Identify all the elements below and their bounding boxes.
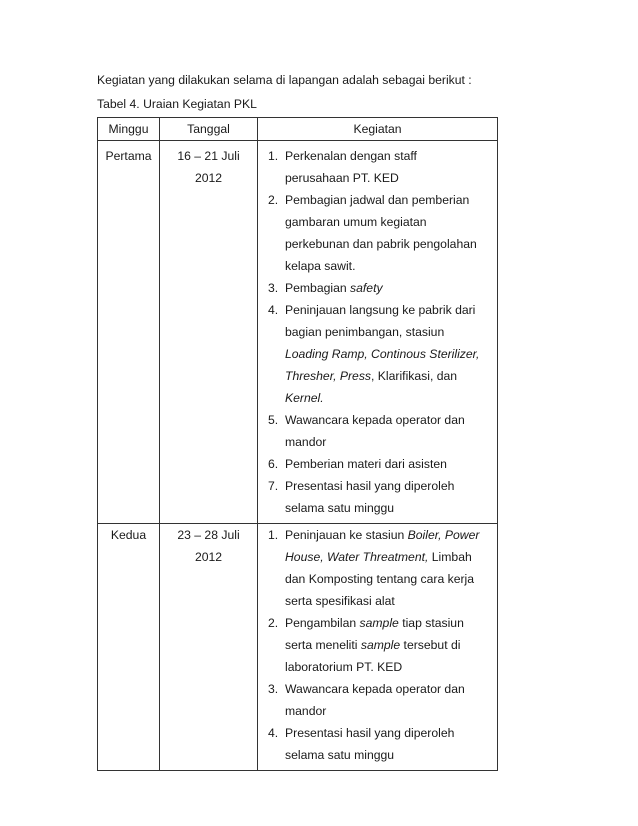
list-number: 3. [268,281,279,295]
week-label: Pertama [105,149,152,163]
italic-term: sample [360,638,401,652]
list-number: 1. [268,149,279,163]
date-line: 2012 [194,550,223,564]
text-line [285,744,491,766]
text-segment: Pembagian [285,281,351,295]
text-line [285,568,491,590]
list-item [268,409,491,453]
list-item [268,678,491,722]
header-kegiatan: Kegiatan [258,118,498,141]
activity-table [97,117,498,771]
list-item [268,299,491,409]
text-line [285,145,491,167]
text-line [285,211,491,233]
text-line [285,387,491,409]
text-segment: selama satu minggu [285,748,395,762]
header-minggu: Minggu [98,118,160,141]
table-header-row [98,118,498,141]
text-line [285,634,491,656]
text-segment: Perkenalan dengan staff [285,149,417,163]
italic-term: Loading Ramp, Continous Sterilizer, [285,347,480,361]
list-number: 1. [268,528,279,542]
activity-list [258,524,497,766]
text-line [285,343,491,365]
text-segment: perkebunan dan pabrik pengolahan [285,237,477,251]
text-segment: tiap stasiun [398,616,464,630]
text-segment: selama satu minggu [285,501,395,515]
activity-text [285,409,491,453]
list-item [268,277,491,299]
table-row [98,141,498,524]
week-label: Kedua [110,528,147,542]
text-segment: Peninjauan langsung ke pabrik dari [285,303,476,317]
text-line [285,700,491,722]
table-body [98,141,498,771]
text-segment: perusahaan PT. KED [285,171,399,185]
list-item [268,722,491,766]
italic-term: Boiler, Power [407,528,480,542]
text-line [285,277,491,299]
list-number: 7. [268,479,279,493]
text-line [285,612,491,634]
date-line: 16 – 21 Juli [177,149,240,163]
list-number: 2. [268,193,279,207]
text-line [285,475,491,497]
text-segment: dan Komposting tentang cara kerja [285,572,475,586]
text-line [285,299,491,321]
list-number: 2. [268,616,279,630]
activity-text [285,277,491,299]
list-item [268,524,491,612]
text-line [285,365,491,387]
text-line [285,546,491,568]
activity-text [285,722,491,766]
italic-term: Thresher, Press [285,369,372,383]
text-line [285,189,491,211]
activity-text [285,189,491,277]
text-line [285,722,491,744]
text-line [285,409,491,431]
text-segment: gambaran umum kegiatan [285,215,427,229]
italic-term: safety [350,281,383,295]
text-line [285,497,491,519]
activity-text [285,299,491,409]
activity-text [285,453,491,475]
table-caption: Tabel 4. Uraian Kegiatan PKL [97,97,257,111]
list-number: 3. [268,682,279,696]
text-segment: Presentasi hasil yang diperoleh [285,479,455,493]
text-line [285,255,491,277]
date-cell [160,524,258,771]
week-cell [98,141,160,524]
text-segment: mandor [285,435,327,449]
intro-paragraph: Kegiatan yang dilakukan selama di lapangan adalah sebagai berikut : [97,73,472,87]
week-cell [98,524,160,771]
text-line [285,233,491,255]
list-number: 5. [268,413,279,427]
header-tanggal: Tanggal [160,118,258,141]
activity-text [285,475,491,519]
list-item [268,145,491,189]
text-segment: mandor [285,704,327,718]
list-number: 6. [268,457,279,471]
text-segment: bagian penimbangan, stasiun [285,325,445,339]
activity-text [285,612,491,678]
activities-cell [258,141,498,524]
text-segment: tersebut di [400,638,461,652]
activities-cell [258,524,498,771]
text-segment: Peninjauan ke stasiun [285,528,408,542]
text-line [285,453,491,475]
date-cell [160,141,258,524]
text-segment: Pembagian jadwal dan pemberian [285,193,470,207]
italic-term: Kernel. [285,391,324,405]
list-number: 4. [268,726,279,740]
text-segment: serta meneliti [285,638,361,652]
text-line [285,431,491,453]
text-segment: Pengambilan [285,616,360,630]
activity-text [285,145,491,189]
table-row [98,524,498,771]
italic-term: House, Water Threatment, [285,550,429,564]
text-segment: serta spesifikasi alat [285,594,395,608]
text-segment: Wawancara kepada operator dan [285,413,465,427]
text-segment: Limbah [428,550,472,564]
text-line [285,656,491,678]
date-line: 2012 [194,171,223,185]
list-item [268,475,491,519]
activity-text [285,524,491,612]
text-line [285,321,491,343]
text-line [285,167,491,189]
text-line [285,524,491,546]
text-segment: Wawancara kepada operator dan [285,682,465,696]
list-item [268,189,491,277]
text-line [285,678,491,700]
text-segment: Pemberian materi dari asisten [285,457,447,471]
list-number: 4. [268,303,279,317]
activity-text [285,678,491,722]
text-segment: laboratorium PT. KED [285,660,403,674]
text-segment: kelapa sawit. [285,259,356,273]
list-item [268,453,491,475]
text-line [285,590,491,612]
list-item [268,612,491,678]
activity-list [258,145,497,519]
text-segment: , Klarifikasi, dan [371,369,458,383]
text-segment: Presentasi hasil yang diperoleh [285,726,455,740]
date-line: 23 – 28 Juli [177,528,240,542]
italic-term: sample [359,616,399,630]
